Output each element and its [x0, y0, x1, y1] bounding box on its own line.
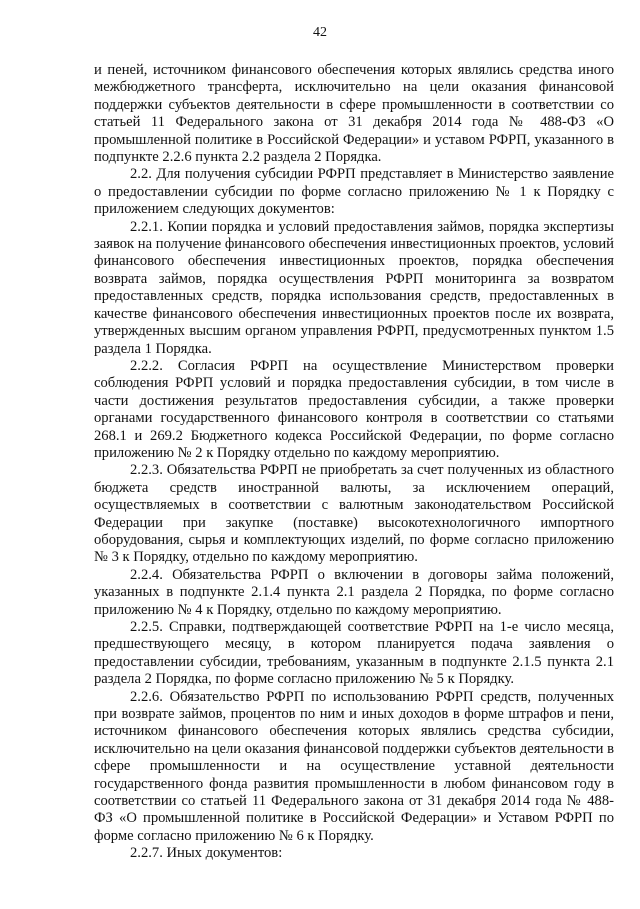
- paragraph-2-2-5: 2.2.5. Справки, подтверждающей соответствие РФРП на 1-е число месяца, предшествующего месяцу, в котором планируется подача заявления о предоставлении субсидии, требованиям, указанным в подпункте 2.1.5 пункта 2.1 раздела 2 Порядка, по форме согласно приложению № 5 к Порядку.: [94, 619, 614, 688]
- paragraph-2-2-2: 2.2.2. Согласия РФРП на осуществление Министерством проверки соблюдения РФРП условий и порядка предоставления субсидии, в том числе в части достижения результатов предоставления субсидии, а также проверки органами государственного финансового контроля в соответствии со статьями 268.1 и 269.2 Бюджетного кодекса Российской Федерации, по форме согласно приложению № 2 к Порядку отдельно по каждому мероприятию.: [94, 357, 614, 461]
- paragraph-2-2-6: 2.2.6. Обязательство РФРП по использованию РФРП средств, полученных при возврате займов, процентов по ним и иных доходов в форме штрафов и пени, источником финансового обеспечения которых являлись средства субсидии, исключительно на цели оказания финансовой поддержки субъектов деятельности в сфере промышленности и на осуществление уставной деятельности государственного фонда развития промышленности в любом финансовом году в соответствии со статьей 11 Федерального закона от 31 декабря 2014 года № 488-ФЗ «О промышленной политике в Российской Федерации» и Уставом РФРП по форме согласно приложению № 6 к Порядку.: [94, 688, 614, 844]
- paragraph-continuation: и пеней, источником финансового обеспечения которых являлись средства иного межбюджетного трансферта, исключительно на цели оказания финансовой поддержки субъектов деятельности в сфере промышленности в соответствии со статьей 11 Федерального закона от 31 декабря 2014 года № 488-ФЗ «О промышленной политике в Российской Федерации» и уставом РФРП, указанного в подпункте 2.2.6 пункта 2.2 раздела 2 Порядка.: [94, 62, 614, 166]
- paragraph-2-2-4: 2.2.4. Обязательства РФРП о включении в договоры займа положений, указанных в подпункте 2.1.4 пункта 2.1 раздела 2 Порядка, по форме согласно приложению № 4 к Порядку, отдельно по каждому мероприятию.: [94, 566, 614, 618]
- page-number: 42: [313, 25, 327, 40]
- document-body: [94, 62, 614, 863]
- paragraph-2-2-1: 2.2.1. Копии порядка и условий предоставления займов, порядка экспертизы заявок на получение финансового обеспечения инвестиционных проектов, условий финансового обеспечения инвестиционных проектов, порядка обеспечения возврата займов, порядка осуществления РФРП мониторинга за возвратом предоставленных средств, порядка использования средств, предоставленных в качестве финансового обеспечения инвестиционных проектов после их возврата, утвержденных высшим органом управления РФРП, предусмотренных пунктом 1.5 раздела 1 Порядка.: [94, 218, 614, 357]
- paragraph-2-2-3: 2.2.3. Обязательства РФРП не приобретать за счет полученных из областного бюджета средств иностранной валюты, за исключением операций, осуществляемых в соответствии с валютным законодательством Российской Федерации при закупке (поставке) высокотехнологичного импортного оборудования, сырья и комплектующих изделий, по форме согласно приложению № 3 к Порядку, отдельно по каждому мероприятию.: [94, 462, 614, 566]
- paragraph-2-2: 2.2. Для получения субсидии РФРП представляет в Министерство заявление о предоставлении субсидии по форме согласно приложению № 1 к Порядку с приложением следующих документов:: [94, 166, 614, 218]
- paragraph-2-2-7: 2.2.7. Иных документов:: [130, 845, 283, 862]
